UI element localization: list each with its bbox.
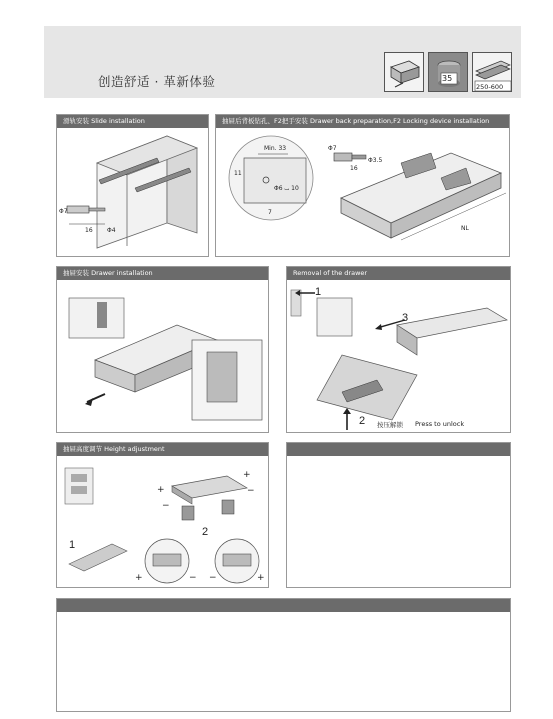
drawer-installation-diagram (57, 280, 268, 432)
hole-height: 11 (234, 170, 242, 177)
removal-diagram (287, 280, 510, 432)
panel-title: 滑轨安装 Slide installation (57, 115, 208, 128)
load-capacity-icon (428, 52, 468, 92)
height-step-1: 1 (69, 539, 76, 551)
panel-title (57, 599, 510, 612)
load-capacity-label: 35 (442, 74, 453, 83)
screw-shaft: Φ3.5 (368, 157, 383, 164)
hole-diameter: Φ6 ⌴ 10 (274, 185, 299, 192)
slide-length-label: 250-600 (476, 83, 504, 91)
screw-diameter: Φ7 (328, 145, 337, 152)
unlock-label-en: Press to unlock (415, 420, 465, 428)
panel-title: Removal of the drawer (287, 267, 510, 280)
height-adjustment-panel (56, 442, 269, 588)
hole-min: Min. 33 (264, 145, 287, 152)
removal-step-3: 3 (402, 312, 409, 324)
unlock-label-cn: 按压解锁 (377, 421, 403, 429)
removal-step-1: 1 (315, 286, 322, 298)
panel-title (287, 443, 510, 456)
nominal-length-label: NL (461, 225, 469, 232)
slide-installation-panel (56, 114, 209, 257)
panel-title: 抽屉高度调节 Height adjustment (57, 443, 268, 456)
back-preparation-panel (215, 114, 510, 257)
height-step-2: 2 (202, 526, 209, 538)
sign-minus: − (189, 573, 197, 583)
screw-length: 16 (350, 165, 358, 172)
blank-panel-bottom (56, 598, 511, 712)
panel-title: 抽屉后背板钻孔、F2把手安装 Drawer back preparation,F2 Locking device installation (216, 115, 509, 128)
panel-title: 抽屉安装 Drawer installation (57, 267, 268, 280)
removal-panel (286, 266, 511, 433)
slide-length-icon (472, 52, 512, 92)
slide-installation-diagram (57, 128, 208, 256)
sign-plus: + (257, 573, 265, 583)
sign-minus: − (209, 573, 217, 583)
sign-plus: + (157, 485, 165, 495)
sign-minus: − (162, 501, 170, 511)
blank-panel-right (286, 442, 511, 588)
screw-length: 16 (85, 227, 93, 234)
removal-step-2: 2 (359, 415, 366, 427)
drawer-box-icon (384, 52, 424, 92)
sign-plus: + (135, 573, 143, 583)
screw-diameter: Φ7 (59, 208, 68, 215)
back-preparation-diagram (216, 128, 509, 256)
screw-shaft: Φ4 (107, 227, 116, 234)
drawer-installation-panel (56, 266, 269, 433)
hole-offset: 7 (268, 209, 272, 216)
sign-minus: − (247, 486, 255, 496)
sign-plus: + (243, 470, 251, 480)
page-title: 创造舒适 · 革新体验 (98, 74, 216, 89)
height-adjustment-diagram (57, 456, 268, 587)
